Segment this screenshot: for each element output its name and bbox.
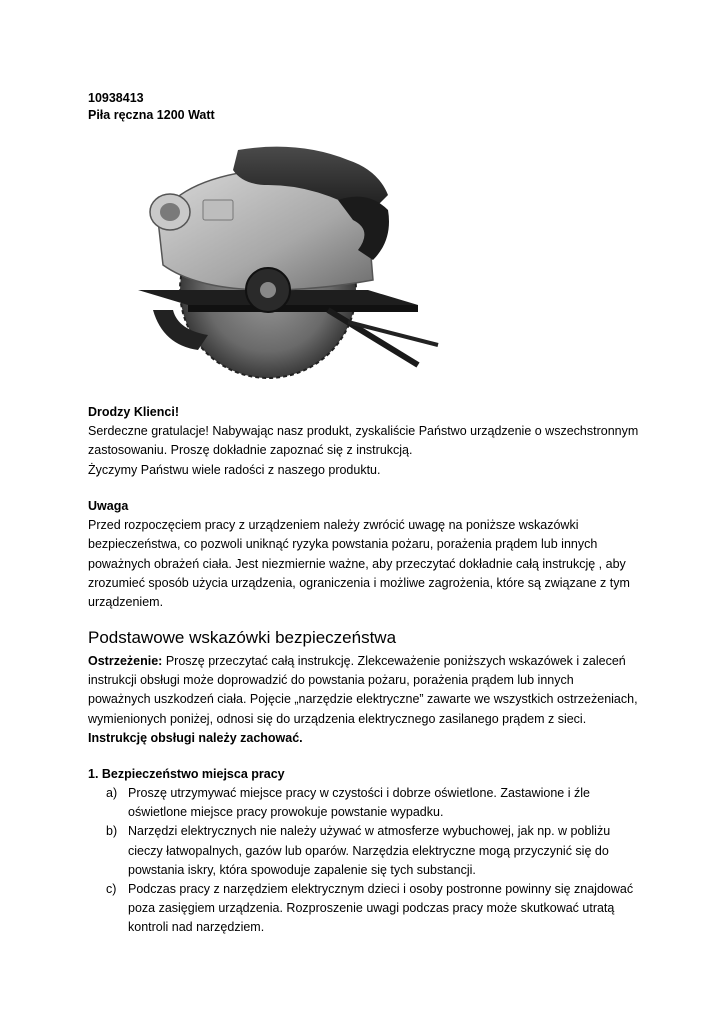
warning-label: Ostrzeżenie: — [88, 654, 163, 668]
greeting-heading: Drodzy Klienci! — [88, 405, 179, 419]
product-code: 10938413 — [88, 91, 144, 105]
list-line: Podczas pracy z narzędziem elektrycznym dzieci i osoby postronne powinny się znajdować — [128, 882, 634, 897]
list-line: poza zasięgiem urządzenia. Rozproszenie uwagi podczas pracy może skutkować utratą — [128, 901, 615, 916]
warning-text: Proszę przeczytać całą instrukcję. Zlekceważenie poniższych wskazówek i zaleceń — [162, 654, 626, 668]
warning-line: instrukcji obsługi może doprowadzić do powstania pożaru, porażenia prądem lub innych — [88, 673, 574, 688]
product-title: Piła ręczna 1200 Watt — [88, 108, 215, 122]
list-line: kontroli nad narzędziem. — [128, 920, 265, 935]
attention-heading: Uwaga — [88, 499, 129, 513]
warning-line: poważnych uszkodzeń ciała. Pojęcie „narzędzie elektryczne” zawarte we wszystkich ostrzeżeniach, — [88, 692, 638, 707]
safety-heading: Podstawowe wskazówki bezpieczeństwa — [88, 628, 397, 647]
circular-saw-photo — [118, 140, 454, 400]
warning-section — [88, 652, 648, 748]
warning-line: wymienionych poniżej, odnosi się do urządzenia elektrycznego zasilanego prądem z sieci. — [88, 711, 587, 726]
greeting-line: zastosowaniu. Proszę dokładnie zapoznać się z instrukcją. — [88, 443, 413, 458]
list-line: Proszę utrzymywać miejsce pracy w czystości i dobrze oświetlone. Zastawione i źle — [128, 786, 590, 800]
attention-line: zrozumieć sposób użycia urządzenia, ograniczenia i możliwe zagrożenia, które są związane z tym — [88, 575, 630, 590]
greeting-line: Życzymy Państwu wiele radości z naszego produktu. — [88, 462, 381, 477]
attention-line: poważnych obrażeń ciała. Jest niezmiernie ważne, aby przeczytać dokładnie całą instrukcję , aby — [88, 556, 626, 571]
list-line: cieczy łatwopalnych, gazów lub oparów. Narzędzia elektryczne mogą przyczynić się do — [128, 843, 609, 858]
list-item — [88, 784, 648, 822]
list-marker: a) — [106, 786, 118, 800]
workplace-heading: 1. Bezpieczeństwo miejsca pracy — [88, 767, 285, 781]
workplace-list — [88, 784, 648, 938]
attention-line: urządzeniem. — [88, 595, 164, 610]
list-item — [88, 822, 648, 880]
list-line: oświetlone miejsce pracy prowokuje powstanie wypadku. — [128, 805, 444, 820]
attention-section — [88, 497, 648, 612]
keep-instructions-note: Instrukcję obsługi należy zachować. — [88, 730, 303, 745]
list-marker: c) — [106, 882, 117, 897]
warning-line — [88, 652, 648, 671]
attention-line: Przed rozpoczęciem pracy z urządzeniem należy zwrócić uwagę na poniższe wskazówki — [88, 518, 579, 533]
greeting-line: Serdeczne gratulacje! Nabywając nasz produkt, zyskaliście Państwo urządzenie o wszechstronnym — [88, 424, 639, 439]
list-marker: b) — [106, 824, 118, 839]
greeting-section — [88, 403, 648, 480]
list-item — [88, 880, 648, 938]
attention-line: bezpieczeństwa, co pozwoli uniknąć ryzyka powstania pożaru, porażenia prądem lub innych — [88, 537, 598, 552]
list-line: Narzędzi elektrycznych nie należy używać w atmosferze wybuchowej, jak np. w pobliżu — [128, 824, 611, 839]
list-line: powstania iskry, która spowoduje zapalenie się tych substancji. — [128, 862, 476, 877]
